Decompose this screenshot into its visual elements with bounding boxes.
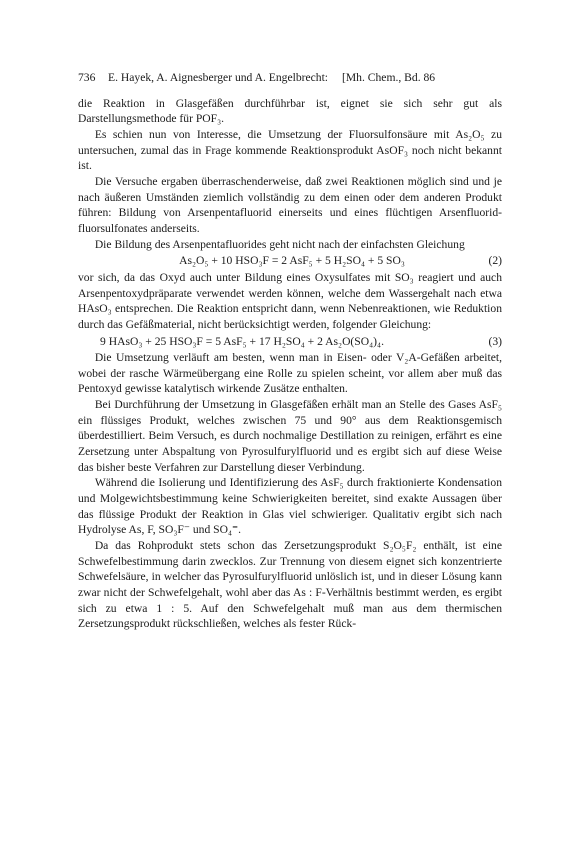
running-header <box>78 70 502 86</box>
page-number: 736 <box>78 71 96 84</box>
equation-expression: 9 HAsO₃ + 25 HSO₃F = 5 AsF₅ + 17 H₂SO₄ + 2 As₂O(SO₄)₄. <box>100 334 384 348</box>
equation-number: (3) <box>488 334 502 348</box>
paragraph: Die Versuche ergaben überraschenderweise, daß zwei Reaktionen möglich sind und je nach äußeren Umständen ziemlich vollständig zu dem einen oder dem anderen Produkt führen: Bildung von Arsenpentafluorid einerseits und eines flüchtigen Arsenfluorid-fluorsulfonates anderseits. <box>78 174 502 235</box>
paragraph: vor sich, da das Oxyd auch unter Bildung eines Oxysulfates mit SO₃ reagiert und auch Arsenpentoxydpräparate verwendet werden können, welche dem Wassergehalt nach etwa HAsO₃ entsprechen. Die Reaktion entspricht dann, wenn Nebenreaktionen, wie Reduktion durch das Gefäßmaterial, nicht berücksichtigt werden, folgender Gleichung: <box>78 270 502 331</box>
page <box>78 70 502 632</box>
paragraph: Während die Isolierung und Identifizierung des AsF₅ durch fraktionierte Kondensation und Molgewichtsbestimmung keine Schwierigkeiten bereitet, sind exakte Aussagen über das flüssige Produkt der Reaktion in Glas viel schwieriger. Qualitativ ergibt sich nach Hydrolyse As, F, SO₃F⁻ und SO₄⁼. <box>78 476 502 537</box>
equation-number: (2) <box>488 254 502 268</box>
equation <box>78 334 502 350</box>
paragraph: Die Bildung des Arsenpentafluorides geht nicht nach der einfachsten Gleichung <box>94 237 465 251</box>
paragraph: Die Umsetzung verläuft am besten, wenn man in Eisen- oder V₂A-Gefäßen arbeitet, wobei der rasche Wärmeübergang eine Rolle zu spielen scheint, vor allem aber muß das Pentoxyd gewisse katalytisch wirkende Zusätze enthalten. <box>78 351 502 396</box>
paragraph: Es schien nun von Interesse, die Umsetzung der Fluorsulfonsäure mit As₂O₅ zu untersuchen, zumal das in Frage kommende Reaktionsprodukt AsOF₃ noch nicht bekannt ist. <box>78 127 502 173</box>
paragraph: Bei Durchführung der Umsetzung in Glasgefäßen erhält man an Stelle des Gases AsF₅ ein flüssiges Produkt, welches zwischen 75 und 90° aus dem Reaktionsgemisch überdestilliert. Beim Versuch, es durch nochmalige Destillation zu reinigen, erfährt es eine Zersetzung unter Abspaltung von Pyrosulfurylfluorid und es ergibt sich auf diese Weise das bisher beste Verfahren zur Darstellung dieser Verbindung. <box>78 398 502 474</box>
header-authors: E. Hayek, A. Aignesberger und A. Engelbrecht: <box>108 71 329 84</box>
header-journal: [Mh. Chem., Bd. 86 <box>342 71 436 84</box>
paragraph: die Reaktion in Glasgefäßen durchführbar ist, eignet sie sich sehr gut als Darstellungsmethode für POF₃. <box>78 96 502 126</box>
equation-expression: As₂O₅ + 10 HSO₃F = 2 AsF₅ + 5 H₂SO₄ + 5 SO₃ <box>179 254 405 268</box>
equation <box>78 253 502 269</box>
paragraph: Da das Rohprodukt stets schon das Zersetzungsprodukt S₂O₅F₂ enthält, ist eine Schwefelbestimmung darin zwecklos. Zur Trennung von diesem eignet sich konzentrierte Schwefelsäure, in welcher das Pyrosulfurylfluorid unlöslich ist, und in dieser Lösung kann zwar nicht der Schwefelgehalt, wohl aber das As : F-Verhältnis bestimmt werden, es ergibt sich zu etwa 1 : 5. Auf den Schwefelgehalt muß man aus dem thermischen Zersetzungsprodukt rückschließen, welches als fester Rück- <box>78 539 502 631</box>
